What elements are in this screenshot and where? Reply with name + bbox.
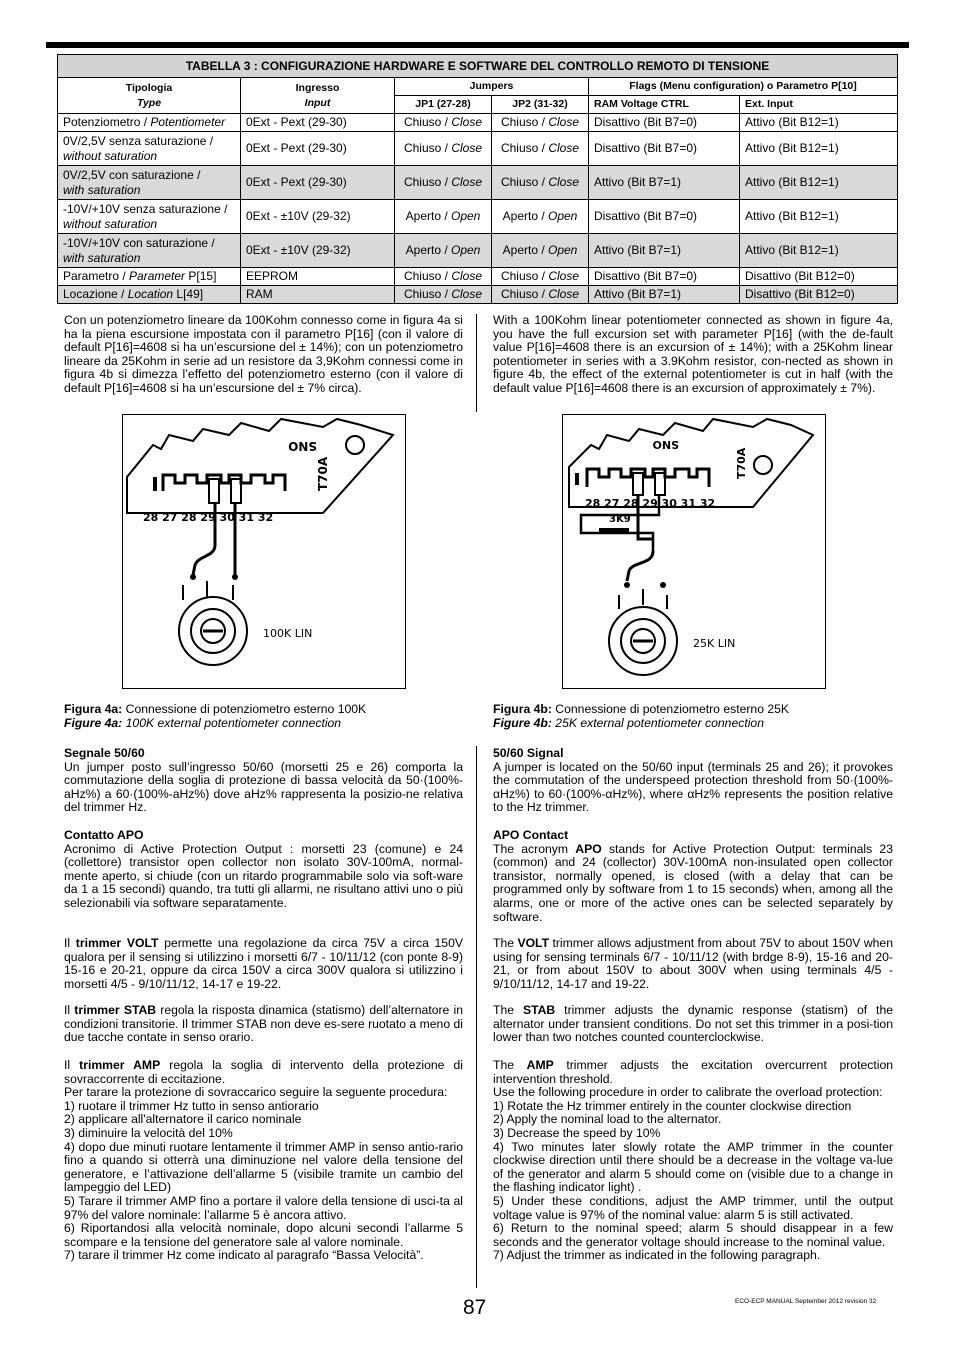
cell-ext: Attivo (Bit B12=1): [740, 132, 898, 166]
footer-text: ECO-ECP MANUAL September 2012 revision 32: [735, 1298, 877, 1305]
table-row: [58, 234, 898, 268]
intro-it: Con un potenziometro lineare da 100Kohm connesso come in figura 4a si ha la piena escursione impostata con il parametro P[16] (con il valore di default P[16]=4608 si ha un’escursione del ± 14%); con un potenziometro lineare da 25Kohm in serie ad un resistore da 3,9Kohm connessi come in figura 4b si dimezza l’effetto del potenziometro esterno (con il valore di default P[16]=4608 si ha un’escursione del ± 7% circa).: [64, 313, 463, 395]
cell-ext: Attivo (Bit B12=1): [740, 114, 898, 132]
signal-section-it: Segnale 50/60 Un jumper posto sull’ingresso 50/60 (morsetti 25 e 26) comporta la commutazione della soglia di protezione di bassa velocità da 50·(100%-aHz%) a 60·(100%-aHz%) dove aHz% rappresenta la posizio-ne relativa del trimmer Hz.: [64, 746, 463, 815]
stab-section-en: The STAB trimmer adjusts the dynamic response (statism) of the alternator under transient conditions. Do not set this trimmer in a posi-tion lower than two notches counted counterclockwise.: [493, 1003, 894, 1045]
cell-ram: Disattivo (Bit B7=0): [589, 268, 740, 286]
terminal-numbers: 28 27 28 29 30 31 32: [585, 497, 716, 510]
header-ingresso: Ingresso Input: [241, 78, 395, 114]
cell-ext: Attivo (Bit B12=1): [740, 166, 898, 200]
amp-section-en: The AMP trimmer adjusts the excitation overcurrent protection intervention threshold. Use the following procedure in order to calibrate the overload protection: 1) Rotate the Hz trimmer entirely in the counter clockwise direction 2) Apply the nominal load to the alternator. 3) Decrease the speed by 10% 4) Two minutes later slowly rotate the AMP trimmer in the counter clockwise direction until there should be a decrease in the voltage va-lue of the generator and alarm 5 should come on (visible due to a change in the flashing indicator light) . 5) Under these conditions, adjust the AMP trimmer, until the output voltage value is 97% of the nominal value: alarm 5 is still activated. 6) Return to the nominal speed; alarm 5 should disappear in a few seconds and the generator voltage should increase to the nominal value. 7) Adjust the trimmer as indicated in the following paragraph.: [493, 1058, 893, 1263]
cell-jp2: Aperto / Open: [492, 200, 589, 234]
cell-type: -10V/+10V senza saturazione / without saturation: [58, 200, 241, 234]
cell-jp2: Chiuso / Close: [492, 114, 589, 132]
table-row: [58, 200, 898, 234]
cell-jp1: Chiuso / Close: [395, 268, 492, 286]
pot-label: 100K LIN: [263, 627, 313, 640]
apo-section-en: APO Contact The acronym APO stands for Active Protection Output: terminals 23 (common) and 24 (collector) 30V-100mA non-insulated open collector transistor, normally opened, is closed (with a delay that can be programmed only by software from 1 to 15 seconds) when, among all the alarms, one or more of the active ones can be selected separately by software.: [493, 828, 893, 924]
board-label: T70A: [735, 447, 748, 479]
cell-type: Locazione / Location L[49]: [58, 286, 241, 304]
cell-jp2: Chiuso / Close: [492, 166, 589, 200]
list-item: 3) diminuire la velocità del 10%: [64, 1125, 233, 1140]
header-flags: Flags (Menu configuration) o Parametro P[10]: [589, 78, 898, 96]
cell-ram: Disattivo (Bit B7=0): [589, 200, 740, 234]
table-row: [58, 132, 898, 166]
board-label: T70A: [316, 456, 330, 491]
caption-4b: Figura 4b: Connessione di potenziometro esterno 25K Figure 4b: 25K external potentiometer connection: [493, 702, 790, 730]
list-item: 6) Riportandosi alla velocità nominale, dopo alcuni secondi l’allarme 5 scompare e la tensione del generatore sale al valore nominale.: [64, 1221, 463, 1249]
table-title: TABELLA 3 : CONFIGURAZIONE HARDWARE E SOFTWARE DEL CONTROLLO REMOTO DI TENSIONE: [58, 55, 898, 78]
table-row: [58, 166, 898, 200]
cell-ram: Disattivo (Bit B7=0): [589, 114, 740, 132]
figure-4b: [562, 414, 826, 689]
cell-jp1: Aperto / Open: [395, 234, 492, 268]
signal-section-en: 50/60 Signal A jumper is located on the 50/60 input (terminals 25 and 26); it provokes the commutation of the underspeed protection threshold from 50·(100%-αHz%) to 60·(100%-αHz%), where αHz% represents the position relative to the Hz trimmer.: [493, 746, 893, 815]
list-item: 2) applicare all'alternatore il carico nominale: [64, 1112, 302, 1127]
cell-input: 0Ext - ±10V (29-32): [241, 234, 395, 268]
amp-section-it: Il trimmer AMP regola la soglia di intervento della protezione di sovraccorrente di eccitazione. Per tarare la protezione di sovraccarico seguire la seguente procedura: 1) ruotare il trimmer Hz tutto in senso antiorario 2) applicare all'alternatore il carico nominale 3) diminuire la velocità del 10% 4) dopo due minuti ruotare lentamente il trimmer AMP in senso antio-rario fino a quando si otterrà una diminuzione nel valore della tensione del generatore, e l’attivazione dell’allarme 5 (visibile tramite un cambio del lampeggio del LED) 5) Tarare il trimmer AMP fino a portare il valore della tensione di usci-ta al 97% del valore nominale: l’allarme 5 è ancora attivo. 6) Riportandosi alla velocità nominale, dopo alcuni secondi l’allarme 5 scompare e la tensione del generatore sale al valore nominale. 7) tarare il trimmer Hz come indicato al paragrafo “Bassa Velocità”.: [64, 1058, 463, 1263]
configuration-table: [57, 54, 898, 304]
stab-section-it: Il trimmer STAB regola la risposta dinamica (statismo) dell’alternatore in condizioni transitorie. Il trimmer STAB non deve es-sere ruotato a meno di due tacche contate in senso orario.: [64, 1003, 463, 1045]
resistor-label: 3K9: [609, 514, 631, 525]
volt-section-en: The VOLT trimmer allows adjustment from about 75V to about 150V when using for sensing terminals 6/7 - 10/11/12 (with brdge 8-9), 15-16 and 20-21, or from about 150V to about 300V when using terminals 4/5 - 9/10/11/12, 14-17 and 19-22.: [493, 936, 893, 991]
cell-input: RAM: [241, 286, 395, 304]
cell-input: EEPROM: [241, 268, 395, 286]
apo-section-it: Contatto APO Acronimo di Active Protection Output : morsetti 23 (comune) e 24 (collettore) transistor open collector non isolato 30V-100mA, normal-mente aperto, si chiude (con un ritardo programmabile solo via soft-ware da 1 a 15 secondi) quando, tra tutti gli allarmi, ne risultano attivi uno o più selezionabili via software separatamente.: [64, 828, 463, 910]
cell-input: 0Ext - Pext (29-30): [241, 132, 395, 166]
cell-ext: Disattivo (Bit B12=0): [740, 268, 898, 286]
cell-ext: Attivo (Bit B12=1): [740, 234, 898, 268]
cell-input: 0Ext - Pext (29-30): [241, 166, 395, 200]
brand-mark: SNO: [288, 439, 317, 453]
header-jumpers: Jumpers: [395, 78, 589, 96]
table-row: [58, 286, 898, 304]
cell-type: -10V/+10V con saturazione / with saturation: [58, 234, 241, 268]
cell-ram: Attivo (Bit B7=1): [589, 286, 740, 304]
list-item: 3) Decrease the speed by 10%: [493, 1125, 661, 1140]
cell-jp2: Chiuso / Close: [492, 132, 589, 166]
list-item: 1) Rotate the Hz trimmer entirely in the counter clockwise direction: [493, 1098, 852, 1113]
list-item: 5) Under these conditions, adjust the AMP trimmer, until the output voltage value is 97% of the nominal value: alarm 5 is still activated.: [493, 1193, 893, 1222]
figure-4a: [122, 414, 406, 689]
cell-jp1: Aperto / Open: [395, 200, 492, 234]
cell-type: Parametro / Parameter P[15]: [58, 268, 241, 286]
cell-jp2: Chiuso / Close: [492, 268, 589, 286]
cell-jp1: Chiuso / Close: [395, 166, 492, 200]
list-item: 1) ruotare il trimmer Hz tutto in senso antiorario: [64, 1098, 319, 1113]
cell-ext: Attivo (Bit B12=1): [740, 200, 898, 234]
wiring-diagram-100k: [123, 415, 405, 688]
header-tipologia: Tipologia Type: [58, 78, 241, 114]
cell-input: 0Ext - ±10V (29-32): [241, 200, 395, 234]
column-divider: [476, 746, 477, 1288]
cell-jp1: Chiuso / Close: [395, 132, 492, 166]
table-row: [58, 114, 898, 132]
wiring-diagram-25k: [563, 415, 825, 688]
table-row: [58, 268, 898, 286]
terminal-numbers: 28 27 28 29 30 31 32: [143, 511, 274, 524]
cell-input: 0Ext - Pext (29-30): [241, 114, 395, 132]
cell-ram: Attivo (Bit B7=1): [589, 166, 740, 200]
header-jp1: JP1 (27-28): [395, 96, 492, 114]
header-jp2: JP2 (31-32): [492, 96, 589, 114]
list-item: 4) Two minutes later slowly rotate the AMP trimmer in the counter clockwise direction until there should be a decrease in the voltage va-lue of the generator and alarm 5 should come on (visible due to a change in the flashing indicator light) .: [493, 1139, 893, 1195]
list-item: 7) Adjust the trimmer as indicated in the following paragraph.: [493, 1248, 821, 1263]
cell-jp2: Aperto / Open: [492, 234, 589, 268]
intro-en: With a 100Kohm linear potentiometer connected as shown in figure 4a, you have the full excursion set with parameter P[16] (with the de-fault value P[16]=4608 there is an excursion of ± 14%); with a 25Kohm linear potentiometer in series with a 3.9Kohm resistor, con-nected as shown in figure 4b, the effect of the external potentiometer is cut in half (with the default value P[16]=4608 there is an excursion of approximately ± 7%).: [493, 313, 893, 395]
brand-mark: SNO: [652, 438, 679, 451]
cell-type: Potenziometro / Potentiometer: [58, 114, 241, 132]
cell-ext: Disattivo (Bit B12=0): [740, 286, 898, 304]
column-divider: [476, 314, 477, 412]
cell-jp1: Chiuso / Close: [395, 114, 492, 132]
list-item: 5) Tarare il trimmer AMP fino a portare il valore della tensione di usci-ta al 97% del valore nominale: l’allarme 5 è ancora attivo.: [64, 1193, 463, 1222]
volt-section-it: Il trimmer VOLT permette una regolazione da circa 75V a circa 150V qualora per il sensing si utilizzino i morsetti 6/7 - 10/11/12 (con ponte 8-9) 15-16 e 20-21, oppure da circa 150V a circa 300V qualora si utilizzino i morsetti 4/5 - 9/10/11/12, 14-17 e 19-22.: [64, 936, 463, 991]
cell-type: 0V/2,5V senza saturazione / without saturation: [58, 132, 241, 166]
cell-ram: Attivo (Bit B7=1): [589, 234, 740, 268]
cell-type: 0V/2,5V con saturazione / with saturation: [58, 166, 241, 200]
list-item: 6) Return to the nominal speed; alarm 5 should disappear in a few seconds and the generator voltage should increase to the nominal value.: [493, 1221, 893, 1249]
page-number: 87: [463, 1296, 487, 1319]
list-item: 4) dopo due minuti ruotare lentamente il trimmer AMP in senso antio-rario fino a quando si otterrà una diminuzione nel valore della tensione del generatore, e l’attivazione dell’allarme 5 (visibile tramite un cambio del lampeggio del LED): [64, 1139, 463, 1195]
cell-jp1: Chiuso / Close: [395, 286, 492, 304]
top-rule: [46, 42, 909, 48]
cell-jp2: Chiuso / Close: [492, 286, 589, 304]
cell-ram: Disattivo (Bit B7=0): [589, 132, 740, 166]
header-ram: RAM Voltage CTRL: [589, 96, 740, 114]
pot-label: 25K LIN: [693, 637, 736, 650]
list-item: 2) Apply the nominal load to the alternator.: [493, 1112, 722, 1127]
caption-4a: Figura 4a: Connessione di potenziometro esterno 100K Figure 4a: 100K external potentiometer connection: [64, 702, 367, 730]
list-item: 7) tarare il trimmer Hz come indicato al paragrafo “Bassa Velocità”.: [64, 1248, 424, 1263]
header-ext: Ext. Input: [740, 96, 898, 114]
